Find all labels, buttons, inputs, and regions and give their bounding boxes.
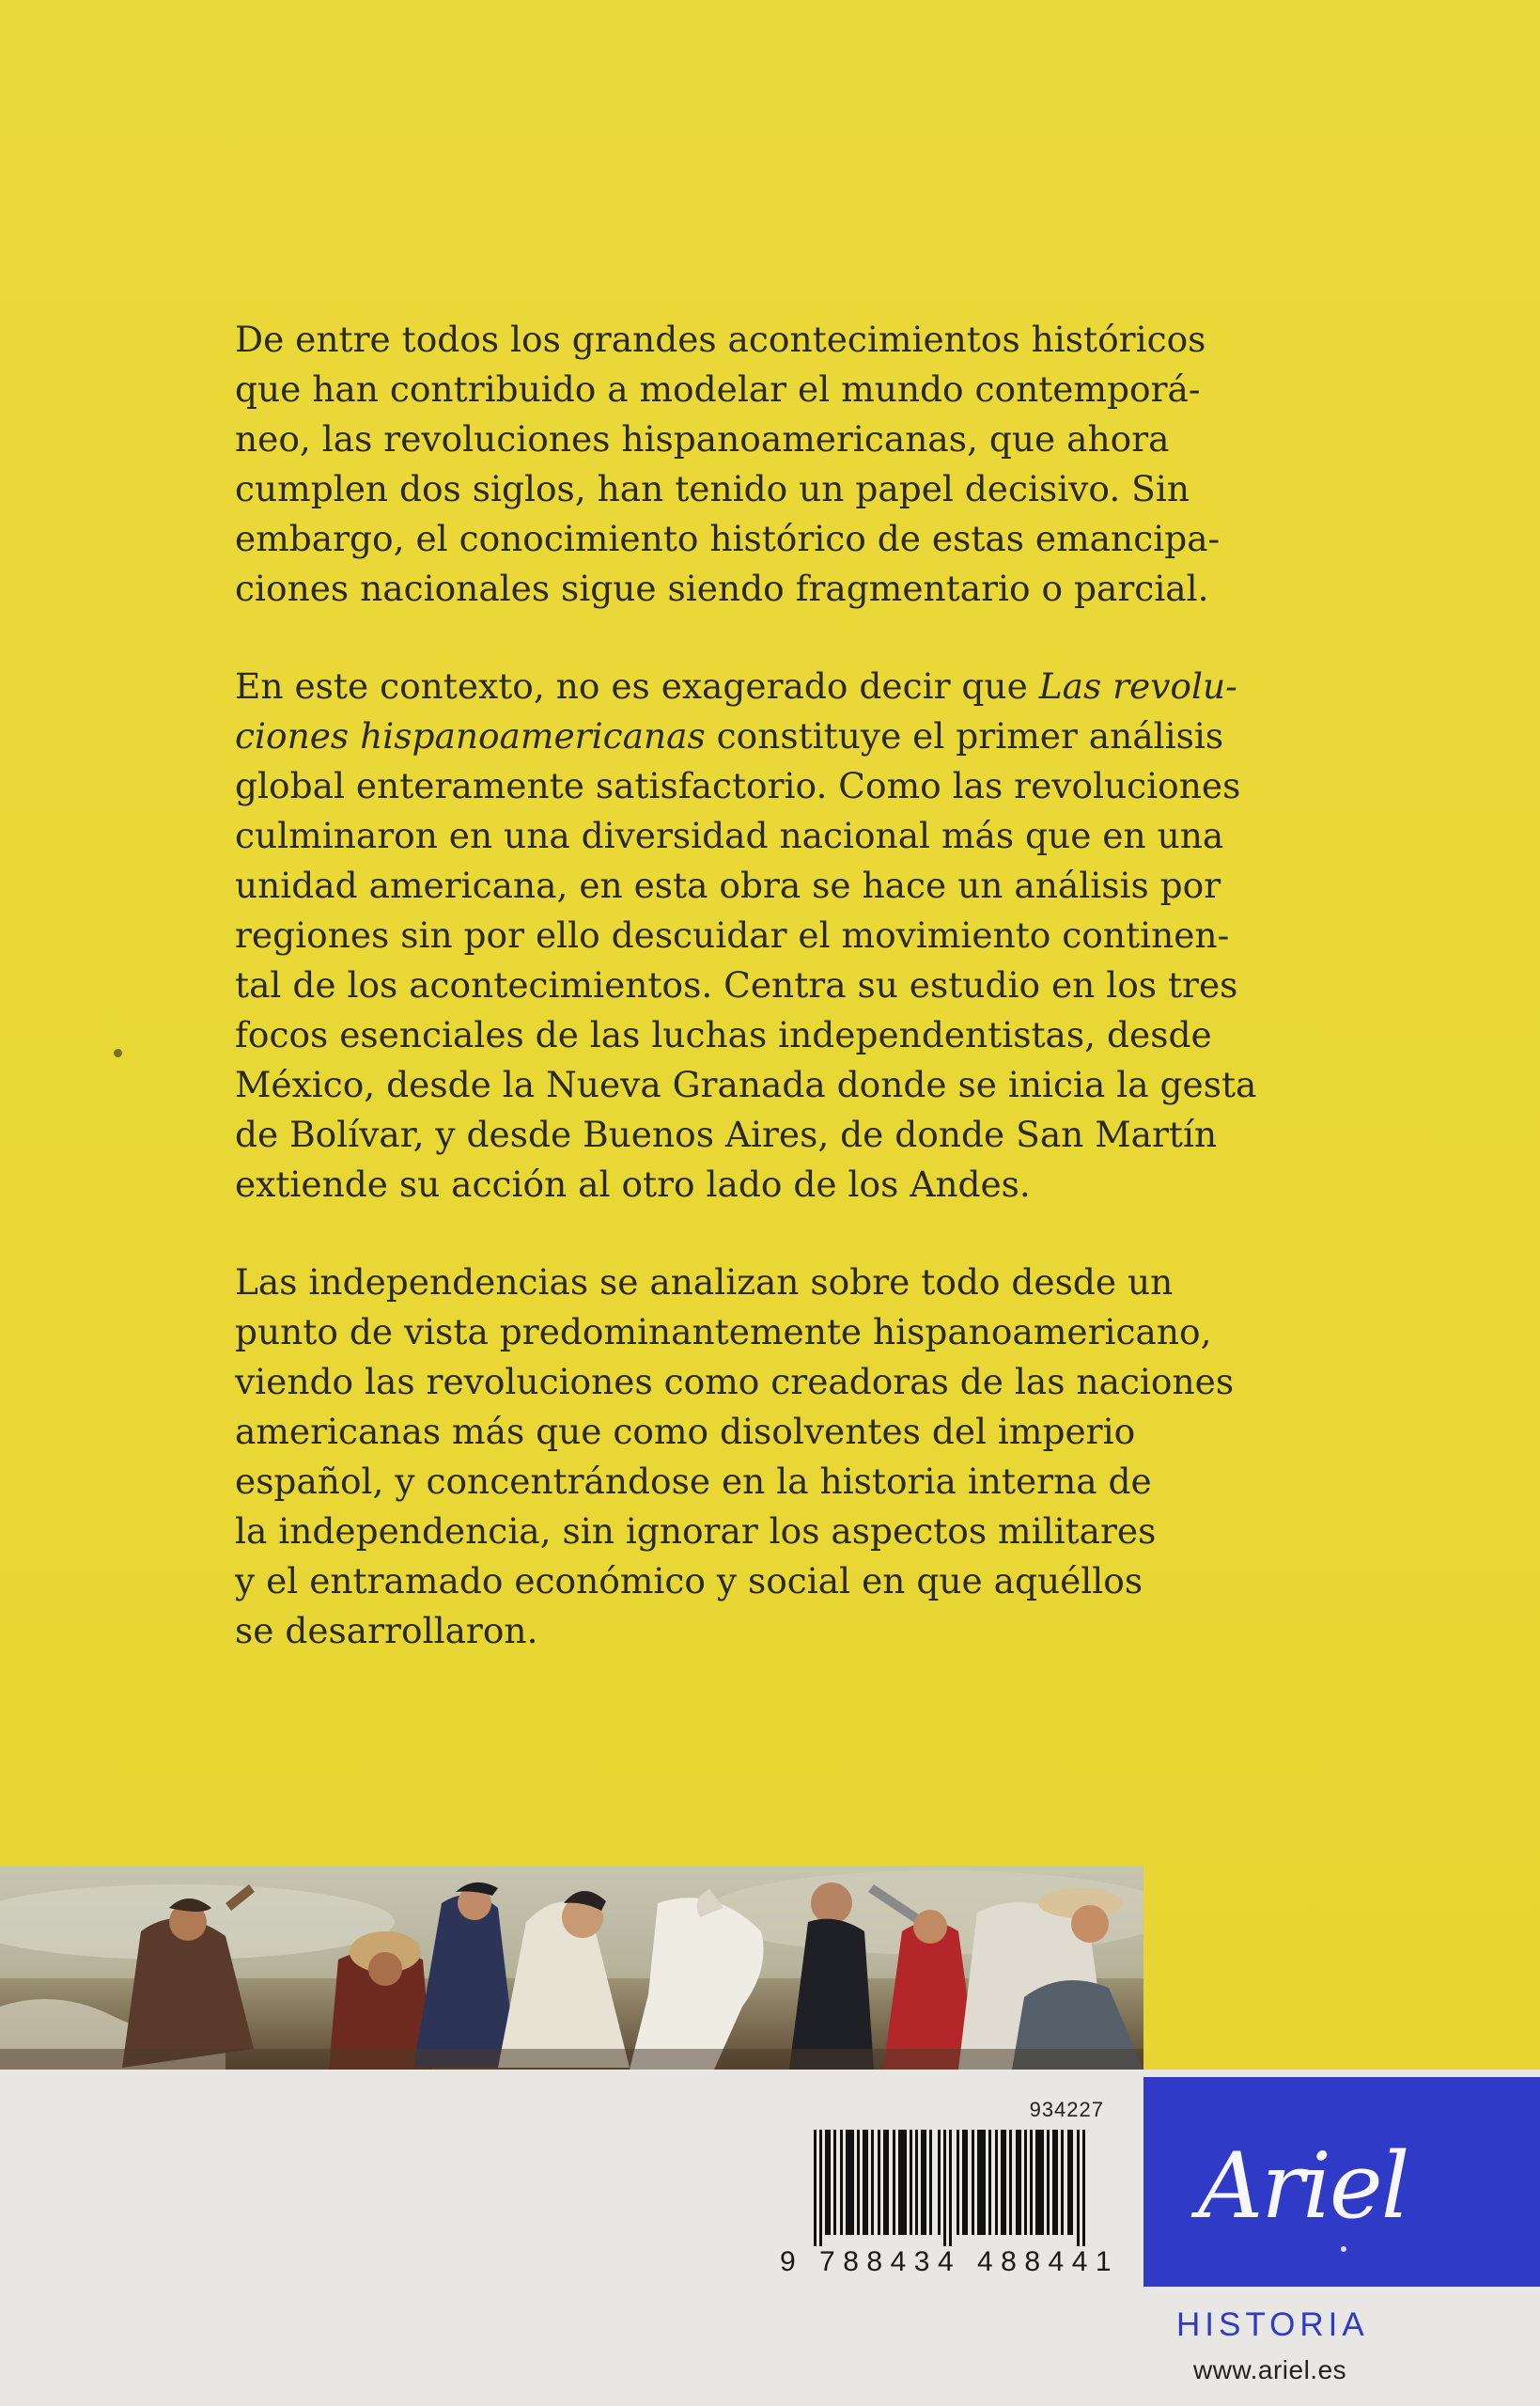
battle-painting [0, 1866, 1143, 2070]
text-line: americanas más que como disolventes del imperio [235, 1411, 1136, 1452]
print-speck [114, 1049, 122, 1057]
text-line: punto de vista predominantemente hispanoamericano, [235, 1311, 1212, 1352]
text-line: viendo las revoluciones como creadoras de las naciones [235, 1361, 1235, 1402]
publisher-website: www.ariel.es [1193, 2355, 1347, 2384]
text-run: constituye el primer análisis [705, 715, 1224, 757]
isbn-number: 9 788434 488441 [780, 2246, 1120, 2277]
book-title-italic: Las revolu- [1038, 665, 1237, 707]
text-line: se desarrollaron. [235, 1610, 538, 1651]
ariel-logo: Ariel [1198, 2133, 1408, 2239]
text-line: extiende su acción al otro lado de los Andes. [235, 1164, 1031, 1205]
text-line: México, desde la Nueva Granada donde se inicia la gesta [235, 1064, 1257, 1105]
logo-dot [1341, 2246, 1346, 2252]
text-line [235, 662, 1237, 711]
text-line: tal de los acontecimientos. Centra su estudio en los tres [235, 964, 1238, 1006]
isbn-barcode [780, 2098, 1120, 2286]
blurb-paragraph-3 [235, 1258, 1235, 1656]
text-line: culminaron en una diversidad nacional más que en una [235, 815, 1224, 856]
text-line: unidad americana, en esta obra se hace un análisis por [235, 865, 1221, 906]
text-line: y el entramado económico y social en que aquéllos [235, 1560, 1143, 1601]
text-line: Las independencias se analizan sobre todo desde un [235, 1261, 1174, 1303]
series-label: HISTORIA [1176, 2306, 1369, 2343]
text-line: global enteramente satisfactorio. Como las revoluciones [235, 765, 1241, 806]
text-line [235, 711, 1224, 761]
text-line: que han contribuido a modelar el mundo contemporá- [235, 368, 1201, 410]
blurb-paragraph-1 [235, 315, 1221, 614]
text-line: regiones sin por ello descuidar el movimiento continen- [235, 914, 1230, 956]
text-line: cumplen dos siglos, han tenido un papel decisivo. Sin [235, 468, 1190, 509]
text-line: ciones nacionales sigue siendo fragmentario o parcial. [235, 568, 1209, 609]
text-line: neo, las revoluciones hispanoamericanas, que ahora [235, 418, 1170, 460]
text-line: focos esenciales de las luchas independentistas, desde [235, 1014, 1212, 1055]
text-line: la independencia, sin ignorar los aspectos militares [235, 1510, 1157, 1552]
text-line: español, y concentrándose en la historia interna de [235, 1461, 1152, 1502]
barcode-top-code: 934227 [1029, 2098, 1104, 2121]
text-line: De entre todos los grandes acontecimientos históricos [235, 319, 1206, 360]
book-title-italic: ciones hispanoamericanas [235, 715, 706, 757]
publisher-logo-block [1143, 2077, 1540, 2287]
text-line: embargo, el conocimiento histórico de estas emancipa- [235, 518, 1221, 559]
text-run: En este contexto, no es exagerado decir que [235, 665, 1039, 707]
blurb-paragraph-2 [235, 662, 1257, 1210]
text-line: de Bolívar, y desde Buenos Aires, de donde San Martín [235, 1114, 1218, 1155]
battle-painting-image [0, 1866, 1143, 2070]
back-cover-blurb [235, 315, 1257, 1704]
barcode-bars [814, 2130, 1096, 2246]
